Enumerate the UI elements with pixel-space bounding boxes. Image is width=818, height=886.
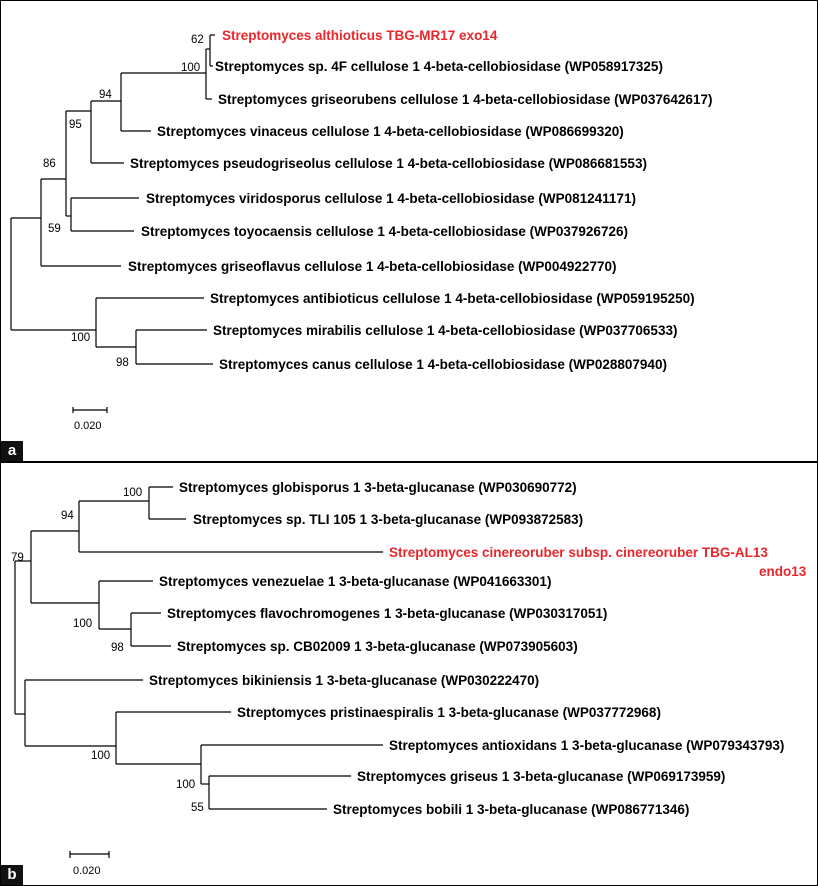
taxon-label-highlight: endo13 <box>759 564 807 579</box>
taxon-label: Streptomyces viridosporus cellulose 1 4-beta-cellobiosidase (WP081241171) <box>146 191 636 206</box>
bootstrap-label: 100 <box>73 618 93 630</box>
bootstrap-label: 100 <box>123 487 143 499</box>
taxon-label: Streptomyces antioxidans 1 3-beta-glucanase (WP079343793) <box>389 738 785 753</box>
panel-label-a: a <box>1 441 23 461</box>
panel-label-b: b <box>1 865 23 885</box>
taxon-label: Streptomyces pristinaespiralis 1 3-beta-glucanase (WP037772968) <box>237 705 661 720</box>
bootstrap-label: 100 <box>176 779 196 791</box>
bootstrap-label: 98 <box>111 642 124 654</box>
taxon-label: Streptomyces sp. 4F cellulose 1 4-beta-cellobiosidase (WP058917325) <box>215 59 663 74</box>
taxon-label: Streptomyces bobili 1 3-beta-glucanase (WP086771346) <box>333 802 690 817</box>
taxon-label: Streptomyces antibioticus cellulose 1 4-beta-cellobiosidase (WP059195250) <box>210 291 695 306</box>
taxon-label: Streptomyces sp. TLI 105 1 3-beta-glucanase (WP093872583) <box>193 512 584 527</box>
taxon-label: Streptomyces bikiniensis 1 3-beta-glucanase (WP030222470) <box>149 673 540 688</box>
scale-label: 0.020 <box>73 865 101 877</box>
bootstrap-label: 100 <box>181 62 201 74</box>
bootstrap-label: 95 <box>69 119 82 131</box>
panel-b <box>0 462 818 886</box>
taxon-label: Streptomyces sp. CB02009 1 3-beta-glucanase (WP073905603) <box>177 639 578 654</box>
taxon-label: Streptomyces mirabilis cellulose 1 4-beta-cellobiosidase (WP037706533) <box>213 323 678 338</box>
taxon-label: Streptomyces griseorubens cellulose 1 4-beta-cellobiosidase (WP037642617) <box>218 92 713 107</box>
scale-bar <box>73 407 107 413</box>
taxon-label: Streptomyces globisporus 1 3-beta-glucanase (WP030690772) <box>179 480 577 495</box>
taxon-label: Streptomyces venezuelae 1 3-beta-glucanase (WP041663301) <box>159 574 552 589</box>
bootstrap-label: 94 <box>99 89 112 101</box>
taxon-label: Streptomyces vinaceus cellulose 1 4-beta-cellobiosidase (WP086699320) <box>157 124 624 139</box>
bootstrap-label: 98 <box>116 357 129 369</box>
bootstrap-label: 62 <box>191 34 204 46</box>
taxon-label: Streptomyces pseudogriseolus cellulose 1 4-beta-cellobiosidase (WP086681553) <box>130 156 647 171</box>
bootstrap-label: 55 <box>191 802 204 814</box>
bootstrap-label: 100 <box>71 332 91 344</box>
taxon-label: Streptomyces griseus 1 3-beta-glucanase (WP069173959) <box>357 769 726 784</box>
bootstrap-label: 79 <box>11 552 24 564</box>
taxon-label: Streptomyces griseoflavus cellulose 1 4-beta-cellobiosidase (WP004922770) <box>128 259 617 274</box>
tree-b <box>1 463 818 886</box>
taxon-label: Streptomyces toyocaensis cellulose 1 4-beta-cellobiosidase (WP037926726) <box>141 224 628 239</box>
scale-bar <box>70 851 109 858</box>
tree-a <box>1 1 818 462</box>
taxon-label-highlight: Streptomyces althioticus TBG-MR17 exo14 <box>222 28 498 43</box>
taxon-label-highlight: Streptomyces cinereoruber subsp. cinereoruber TBG-AL13 <box>389 545 768 560</box>
taxon-label: Streptomyces canus cellulose 1 4-beta-cellobiosidase (WP028807940) <box>219 357 667 372</box>
bootstrap-label: 59 <box>48 223 61 235</box>
taxon-label: Streptomyces flavochromogenes 1 3-beta-glucanase (WP030317051) <box>167 606 608 621</box>
bootstrap-label: 86 <box>43 158 56 170</box>
scale-label: 0.020 <box>74 420 102 432</box>
bootstrap-label: 94 <box>61 510 74 522</box>
bootstrap-label: 100 <box>91 750 111 762</box>
